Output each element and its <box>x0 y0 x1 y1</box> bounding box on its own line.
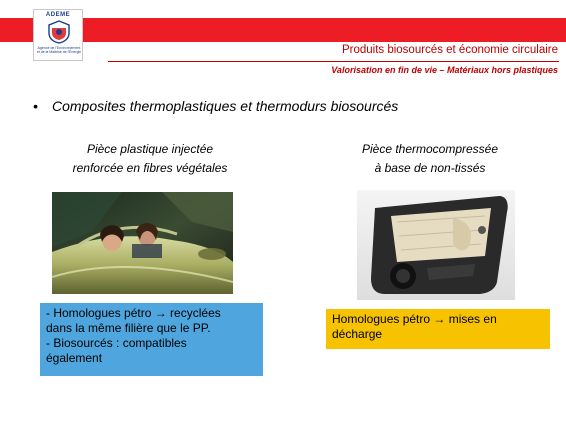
car-door-panel-photo <box>357 190 515 300</box>
left-caption <box>50 140 250 178</box>
left-note-line1: - Homologues pétro → recyclées <box>46 306 221 320</box>
right-note-line2: décharge <box>332 327 383 341</box>
slide-subtitle: Valorisation en fin de vie – Matériaux hors plastiques <box>331 65 558 75</box>
right-note-box <box>326 309 550 349</box>
right-note-line1: Homologues pétro → mises en <box>332 312 497 326</box>
bullet-dot: • <box>33 98 38 114</box>
logo-caption: Agence de l'Environnement et de la Maîtrise de l'Énergie <box>36 46 82 54</box>
left-note-line2: dans la même filière que le PP. <box>46 321 211 335</box>
left-caption-line1: Pièce plastique injectée <box>86 142 214 156</box>
left-note-line4: également <box>46 351 103 365</box>
right-caption-line2: à base de non-tissés <box>374 161 486 175</box>
bullet-heading-text: Composites thermoplastiques et thermodurs biosourcés <box>52 98 399 114</box>
ademe-logo <box>33 9 83 61</box>
header-red-band <box>0 18 566 42</box>
right-caption <box>330 140 530 178</box>
title-divider <box>108 61 559 62</box>
logo-word: ADEME <box>45 12 71 18</box>
left-note-box <box>40 303 263 376</box>
right-caption-line1: Pièce thermocompressée <box>361 142 499 156</box>
logo-emblem-icon <box>48 20 70 44</box>
left-note-line3: - Biosourcés : compatibles <box>46 336 187 350</box>
left-caption-line2: renforcée en fibres végétales <box>72 161 228 175</box>
slide-title: Produits biosourcés et économie circulaire <box>341 44 558 56</box>
car-convertible-photo <box>52 192 233 294</box>
